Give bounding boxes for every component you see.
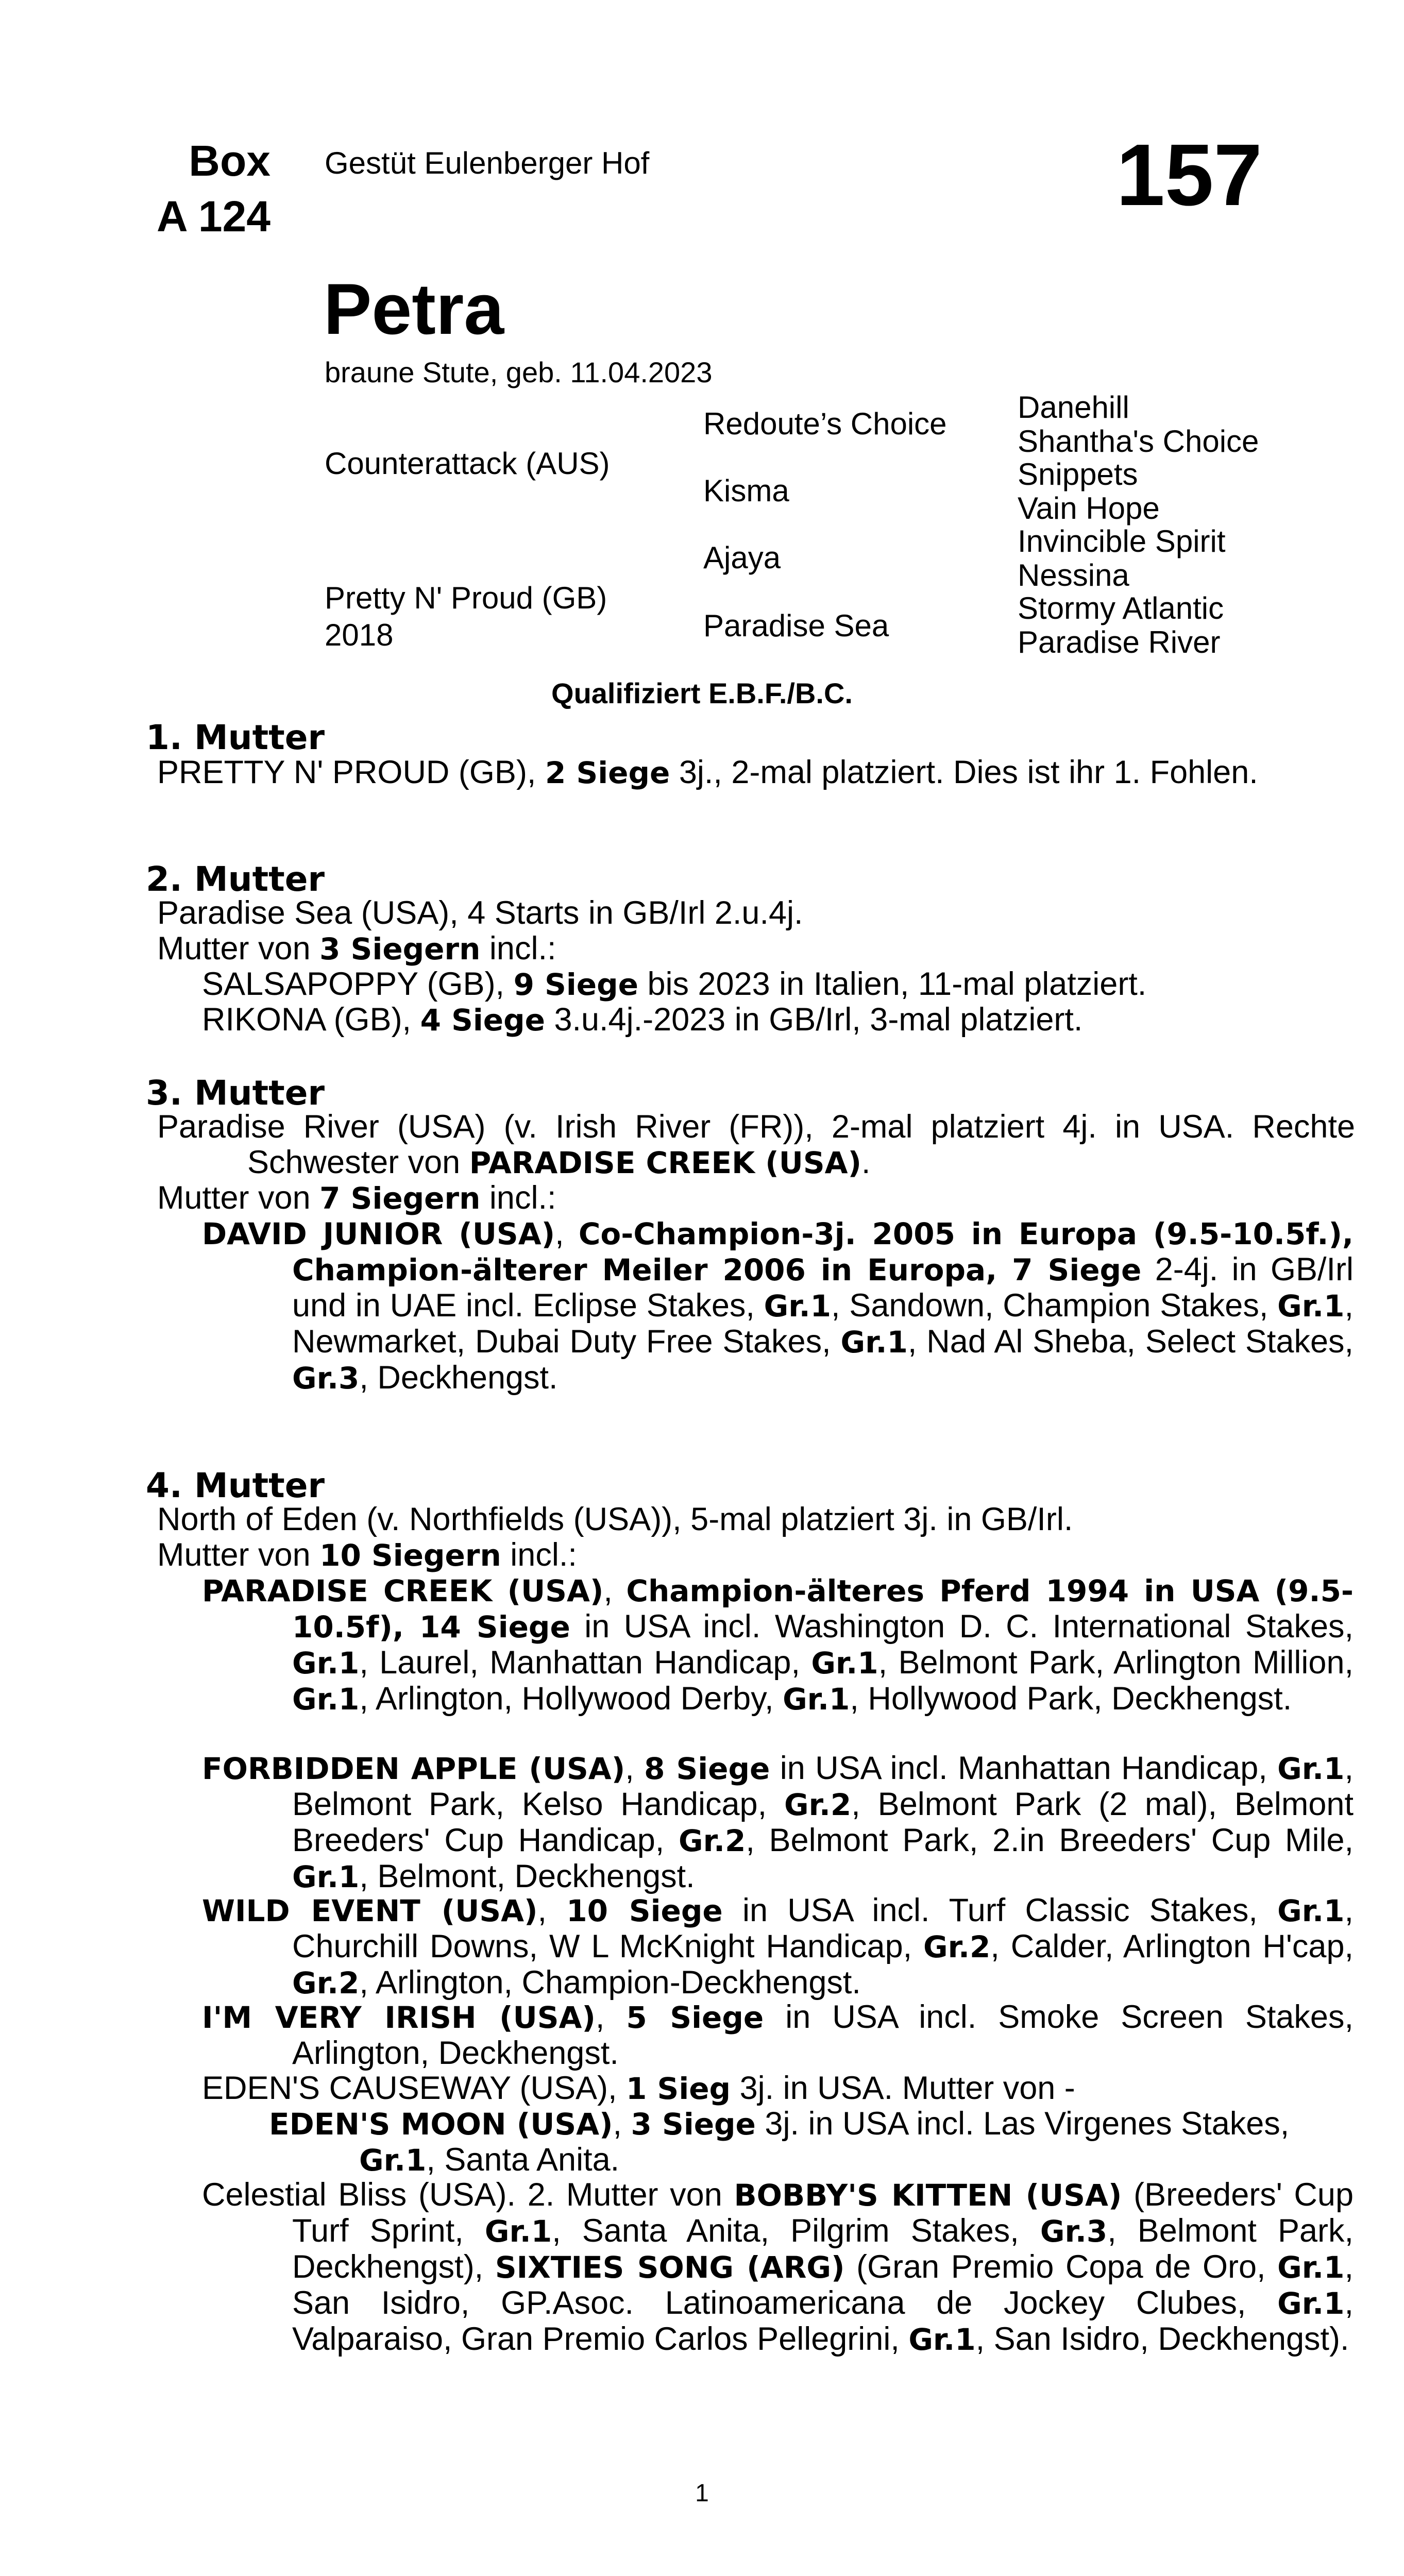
offspring-edens-causeway: EDEN'S CAUSEWAY (USA), 1 Sieg 3j. in USA. Mutter von - xyxy=(202,2070,1075,2106)
pedigree-gen3-7: Stormy Atlantic xyxy=(1018,591,1224,625)
first-dam-record: PRETTY N' PROUD (GB), 2 Siege 3j., 2-mal platziert. Dies ist ihr 1. Fohlen. xyxy=(157,754,1258,790)
horse-description: braune Stute, geb. 11.04.2023 xyxy=(325,356,713,388)
pedigree-gen3-1: Danehill xyxy=(1018,390,1129,425)
section-title-second-dam: 2. Mutter xyxy=(146,859,325,899)
offspring-paradise-creek: PARADISE CREEK (USA), Champion-älteres Pferd 1994 in USA (9.5-10.5f), 14 Siege in USA incl. Washington D. C. International Stakes, Gr.1, Laurel, Manhattan Handicap, Gr.1, Belmont Park, Arlington Million, Gr.1, Arlington, Hollywood Derby, Gr.1, Hollywood Park, Deckhengst. xyxy=(202,1572,1354,1717)
offspring-forbidden-apple: FORBIDDEN APPLE (USA), 8 Siege in USA incl. Manhattan Handicap, Gr.1, Belmont Park, Kelso Handicap, Gr.2, Belmont Park (2 mal), Belmont Breeders' Cup Handicap, Gr.2, Belmont Park, 2.in Breeders' Cup Mile, Gr.1, Belmont, Deckhengst. xyxy=(202,1750,1354,1894)
pedigree-dam-dam: Paradise Sea xyxy=(703,608,889,643)
offspring-celestial-bliss: Celestial Bliss (USA). 2. Mutter von BOBBY'S KITTEN (USA) (Breeders' Cup Turf Sprint, Gr.1, Santa Anita, Pilgrim Stakes, Gr.3, Belmont Park, Deckhengst), SIXTIES SONG (ARG) (Gran Premio Copa de Oro, Gr.1, San Isidro, GP.Asoc. Latinoamericana de Jockey Clubes, Gr.1, Valparaiso, Gran Premio Carlos Pellegrini, Gr.1, San Isidro, Deckhengst). xyxy=(202,2177,1354,2357)
breeder-name: Gestüt Eulenberger Hof xyxy=(325,146,650,180)
box-label: Box xyxy=(189,137,270,185)
pedigree-gen3-8: Paradise River xyxy=(1018,625,1221,659)
offspring-salsapoppy: SALSAPOPPY (GB), 9 Siege bis 2023 in Italien, 11-mal platziert. xyxy=(202,966,1147,1002)
third-dam-winners: Mutter von 7 Siegern incl.: xyxy=(157,1180,556,1216)
grandoffspring-edens-moon: EDEN'S MOON (USA), 3 Siege 3j. in USA incl. Las Virgenes Stakes, Gr.1, Santa Anita. xyxy=(269,2106,1290,2178)
pedigree-gen3-6: Nessina xyxy=(1018,558,1129,592)
lot-number: 157 xyxy=(1116,126,1262,224)
pedigree-dam: Pretty N' Proud (GB) xyxy=(325,581,607,615)
pedigree-dam-year: 2018 xyxy=(325,618,394,652)
box-number: A 124 xyxy=(156,192,270,241)
pedigree-dam-sire: Ajaya xyxy=(703,540,781,575)
section-title-first-dam: 1. Mutter xyxy=(146,718,325,757)
third-dam-record: Paradise River (USA) (v. Irish River (FR)), 2-mal platziert 4j. in USA. Rechte Schwester von PARADISE CREEK (USA). xyxy=(157,1109,1355,1180)
page-number: 1 xyxy=(695,2480,709,2507)
offspring-im-very-irish: I'M VERY IRISH (USA), 5 Siege in USA incl. Smoke Screen Stakes, Arlington, Deckhengst. xyxy=(202,1999,1354,2071)
pedigree-gen3-4: Vain Hope xyxy=(1018,491,1160,526)
pedigree-gen3-3: Snippets xyxy=(1018,457,1138,492)
pedigree-gen3-2: Shantha's Choice xyxy=(1018,424,1259,459)
horse-name: Petra xyxy=(324,268,504,349)
section-title-fourth-dam: 4. Mutter xyxy=(146,1466,325,1505)
second-dam-record: Paradise Sea (USA), 4 Starts in GB/Irl 2.u.4j. xyxy=(157,895,803,931)
pedigree-gen3-5: Invincible Spirit xyxy=(1018,524,1226,558)
fourth-dam-winners: Mutter von 10 Siegern incl.: xyxy=(157,1537,577,1573)
second-dam-winners: Mutter von 3 Siegern incl.: xyxy=(157,930,556,967)
pedigree-sire-dam: Kisma xyxy=(703,473,789,508)
pedigree-sire-sire: Redoute’s Choice xyxy=(703,406,947,441)
offspring-rikona: RIKONA (GB), 4 Siege 3.u.4j.-2023 in GB/Irl, 3-mal platziert. xyxy=(202,1002,1083,1038)
offspring-david-junior: DAVID JUNIOR (USA), Co-Champion-3j. 2005 in Europa (9.5-10.5f.), Champion-älterer Meiler 2006 in Europa, 7 Siege 2-4j. in GB/Irl und in UAE incl. Eclipse Stakes, Gr.1, Sandown, Champion Stakes, Gr.1, Newmarket, Dubai Duty Free Stakes, Gr.1, Nad Al Sheba, Select Stakes, Gr.3, Deckhengst. xyxy=(202,1215,1354,1396)
qualification-note: Qualifiziert E.B.F./B.C. xyxy=(551,677,853,709)
fourth-dam-record: North of Eden (v. Northfields (USA)), 5-mal platziert 3j. in GB/Irl. xyxy=(157,1501,1073,1537)
pedigree-sire: Counterattack (AUS) xyxy=(325,446,610,481)
offspring-wild-event: WILD EVENT (USA), 10 Siege in USA incl. Turf Classic Stakes, Gr.1, Churchill Downs, W L McKnight Handicap, Gr.2, Calder, Arlington H'cap, Gr.2, Arlington, Champion-Deckhengst. xyxy=(202,1892,1354,2001)
section-title-third-dam: 3. Mutter xyxy=(146,1073,325,1113)
